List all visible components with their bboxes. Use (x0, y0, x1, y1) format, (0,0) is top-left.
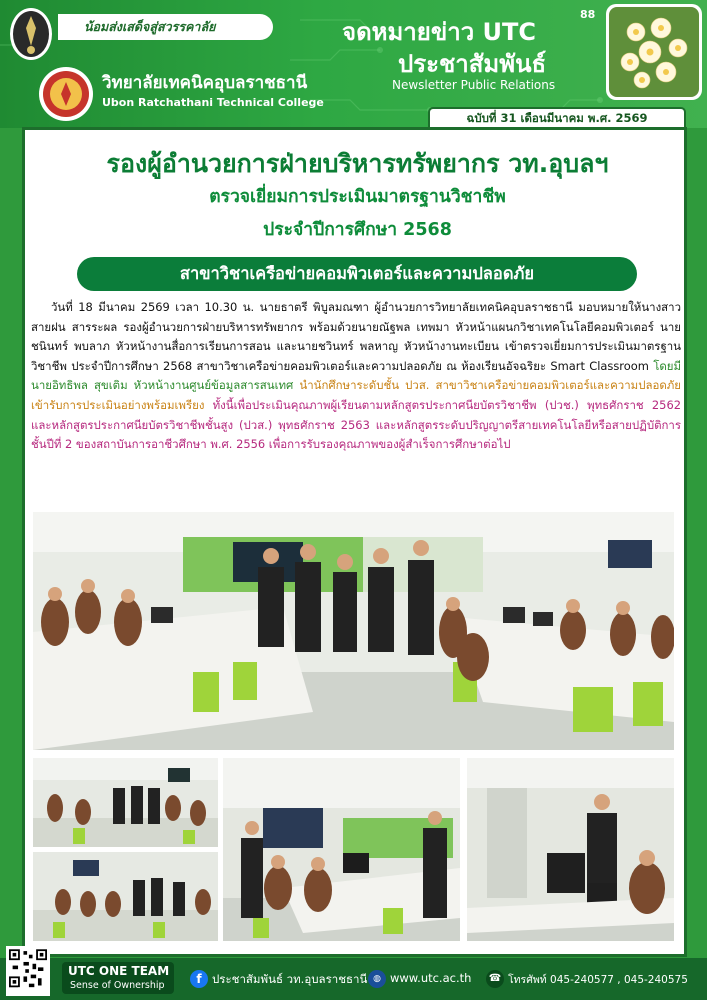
phone-numbers: โทรศัพท์ 045-240577 , 045-240575 (508, 974, 688, 986)
team-title: UTC ONE TEAM (68, 964, 170, 978)
flower-icon (606, 4, 702, 100)
photo-main-classroom (33, 512, 674, 750)
headline-sub-2: ประจำปีการศึกษา 2568 (263, 220, 452, 240)
photo-group-2 (33, 852, 218, 941)
issue-label: ฉบับที่ 31 เดือนมีนาคม พ.ศ. 2569 (428, 107, 686, 129)
phone-icon: ☎ (486, 970, 504, 988)
team-badge (62, 962, 174, 994)
college-seal-icon (38, 66, 94, 122)
college-name-th: วิทยาลัยเทคนิคอุบลราชธานี (102, 73, 308, 93)
motto-banner: น้อมส่งเสด็จสู่สวรรคาลัย (58, 14, 273, 40)
article-body (31, 298, 681, 455)
body-purpose: ทั้งนี้เพื่อประเมินคุณภาพผู้เรียนตามหลักสูตรประกาศนียบัตรวิชาชีพ (ปวช.) พุทธศักราช 2562 และหลักสูตรประกาศนียบัตรวิชาชีพชั้นสูง (ปวส.) พุทธศักราช 2563 และหลักสูตรระดับปริญญาตรีสายเทคโนโลยีหรือสายปฏิบัติการชั้นปีที่ 2 ของสถาบันการอาชีวศึกษา พ.ศ. 2556 เพื่อการรับรองคุณภาพของผู้สำเร็จการศึกษาต่อไป (31, 397, 681, 452)
photo-group-1 (33, 758, 218, 847)
globe-icon[interactable]: ◍ (368, 970, 386, 988)
department-banner: สาขาวิชาเครือข่ายคอมพิวเตอร์และความปลอดภัย (77, 257, 637, 291)
body-students: นำนักศึกษาระดับชั้น ปวส. สาขาวิชาเครือข่ายคอมพิวเตอร์และความปลอดภัย เข้ารับการประเมินอย่างพร้อมเพรียง (31, 378, 682, 412)
newsletter-subtitle: ประชาสัมพันธ์ (398, 50, 547, 78)
website-link[interactable]: www.utc.ac.th (390, 971, 472, 985)
headline-main: รองผู้อำนวยการฝ่ายบริหารทรัพยากร วท.อุบลฯ (106, 149, 609, 178)
photo-network-lab (467, 758, 674, 941)
newsletter-title: จดหมายข่าว UTC (342, 18, 537, 46)
body-host: โดยมี นายอิทธิพล สุขเติม หัวหน้างานศูนย์ข้อมูลสารสนเทศ (31, 358, 682, 393)
body-intro: วันที่ 18 มีนาคม 2569 เวลา 10.30 น. นายธาตรี พิบูลมณฑา ผู้อำนวยการวิทยาลัยเทคนิคอุบลราชธานี มอบหมายให้นางสาวสายฝน สารระผล รองผู้อำนวยการฝ่ายบริหารทรัพยากร พร้อมด้วยนายณัฐพล เทพมา หัวหน้าแผนกวิชาเทคโนโลยีคอมพิวเตอร์ นายชนินทร์ พบลาภ หัวหน้างานสื่อการเรียนการสอน และนายชวินทร์ พลหาญ หัวหน้างานทะเบียน เข้าตรวจเยี่ยมการประเมินมาตรฐานวิชาชีพ ประจำปีการศึกษา 2568 สาขาวิชาเครือข่ายคอมพิวเตอร์และความปลอดภัย ณ ห้องเรียนอัจฉริยะ Smart Classroom (31, 300, 681, 373)
facebook-icon[interactable]: f (190, 970, 208, 988)
college-name-en: Ubon Ratchathani Technical College (102, 96, 324, 109)
anniversary-badge: 88 (580, 8, 596, 21)
newsletter-en-subtitle: Newsletter Public Relations (392, 78, 556, 92)
facebook-page-link[interactable]: ประชาสัมพันธ์ วท.อุบลราชธานี (212, 972, 368, 986)
photo-evaluation-desk (223, 758, 460, 941)
headline-sub-1: ตรวจเยี่ยมการประเมินมาตรฐานวิชาชีพ (209, 187, 506, 207)
team-subtitle: Sense of Ownership (70, 980, 165, 991)
article-card (22, 127, 687, 957)
qr-code-icon[interactable] (6, 946, 50, 996)
king-emblem-icon (8, 6, 54, 62)
